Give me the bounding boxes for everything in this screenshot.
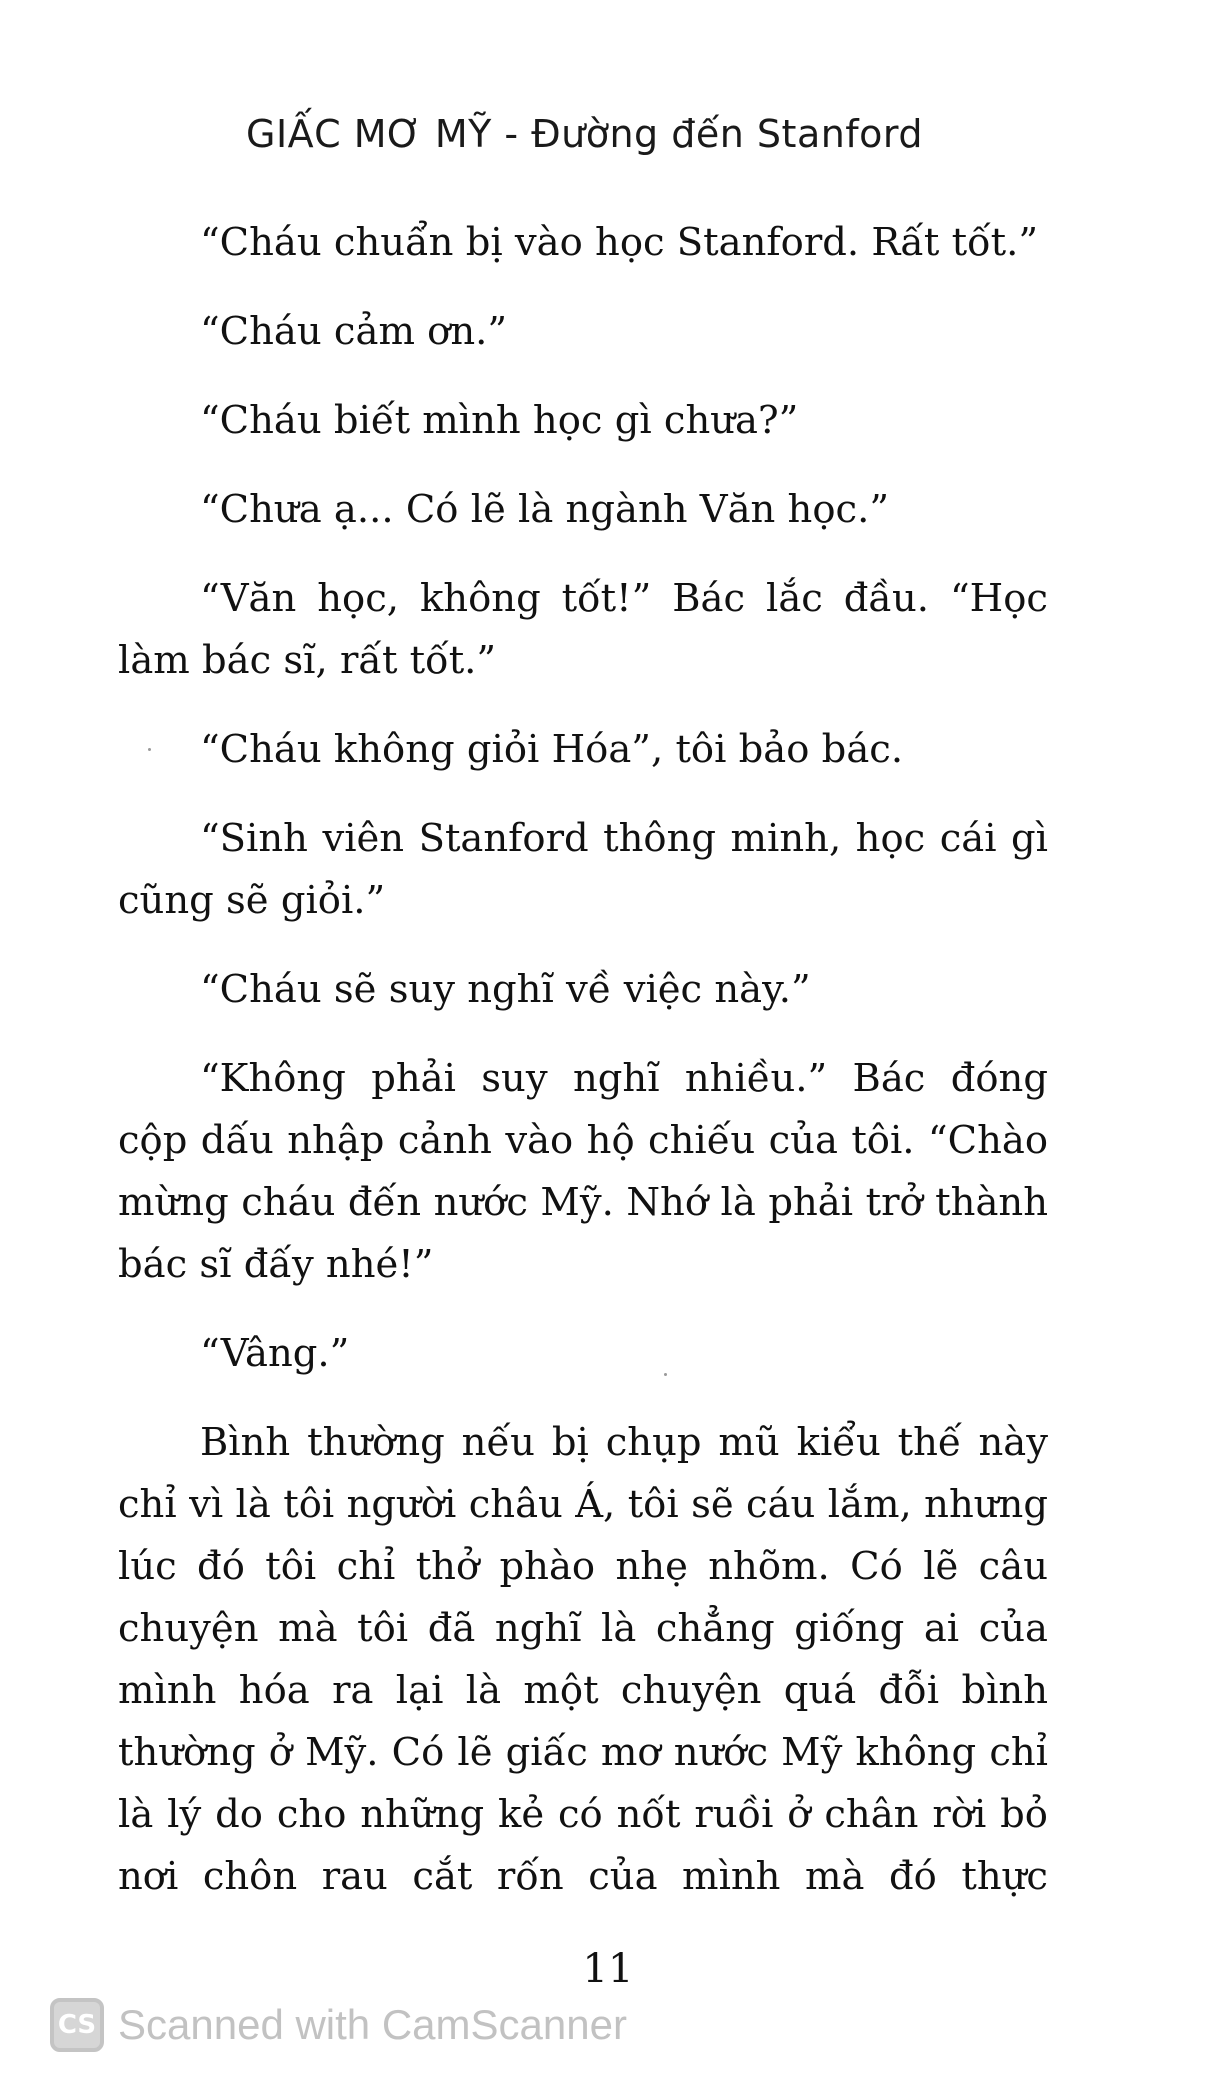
camscanner-logo-icon: CS [50, 1998, 104, 2052]
camscanner-watermark [50, 1998, 627, 2052]
paragraph: “Cháu không giỏi Hóa”, tôi bảo bác. [200, 727, 904, 772]
scan-speck [664, 1373, 667, 1376]
paragraph: “Cháu sẽ suy nghĩ về việc này.” [200, 967, 811, 1012]
paragraph: “Văn học, không tốt!” Bác lắc đầu. “Học làm bác sĩ, rất tốt.” [118, 576, 1048, 683]
scan-speck [148, 748, 151, 751]
paragraph: “Sinh viên Stanford thông minh, học cái gì cũng sẽ giỏi.” [118, 816, 1048, 923]
paragraph: “Chưa ạ... Có lẽ là ngành Văn học.” [200, 487, 890, 532]
paragraph: Bình thường nếu bị chụp mũ kiểu thế này chỉ vì là tôi người châu Á, tôi sẽ cáu lắm, nhưng lúc đó tôi chỉ thở phào nhẹ nhõm. Có lẽ câu chuyện mà tôi đã nghĩ là chẳng giống ai của mình hóa ra lại là một chuyện quá đỗi bình thường ở Mỹ. Có lẽ giấc mơ nước Mỹ không chỉ là lý do cho những kẻ có nốt ruồi ở chân rời bỏ nơi chôn rau cắt rốn của mình mà đó thực [118, 1420, 1048, 1899]
paragraph: “Không phải suy nghĩ nhiều.” Bác đóng cộp dấu nhập cảnh vào hộ chiếu của tôi. “Chào mừng cháu đến nước Mỹ. Nhớ là phải trở thành bác sĩ đấy nhé!” [118, 1056, 1048, 1287]
paragraph: “Cháu cảm ơn.” [200, 309, 508, 354]
running-header: GIẤC MƠ MỸ - Đường đến Stanford [246, 112, 924, 156]
page-number: 11 [582, 1946, 634, 1992]
paragraph: “Cháu chuẩn bị vào học Stanford. Rất tốt.” [200, 220, 1039, 265]
paragraph: “Vâng.” [200, 1331, 350, 1376]
paragraph: “Cháu biết mình học gì chưa?” [200, 398, 799, 443]
watermark-text: Scanned with CamScanner [118, 2001, 627, 2048]
body-text [118, 212, 1048, 1935]
